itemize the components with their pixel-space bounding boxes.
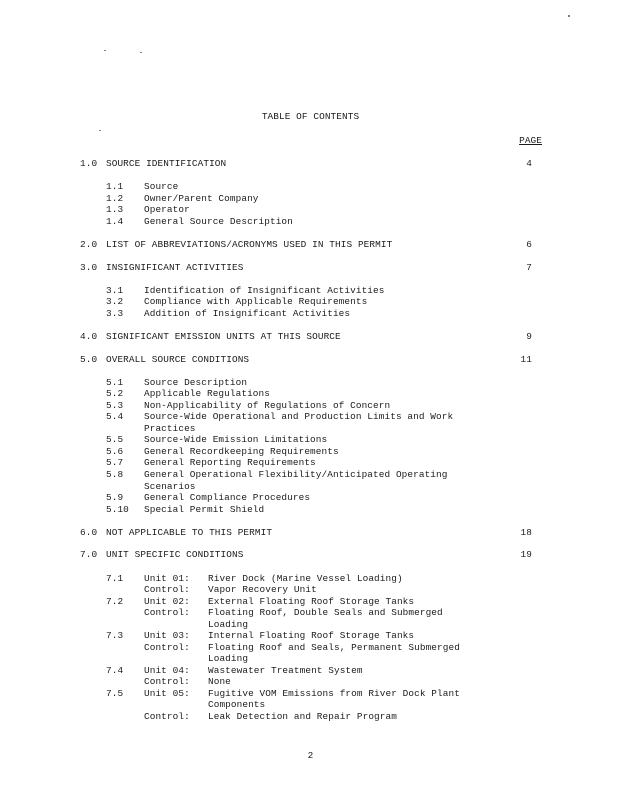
subsection-title: Source-Wide Emission Limitations: [144, 434, 328, 445]
section-page: 7: [526, 262, 532, 273]
section-number: 3.0: [80, 262, 98, 273]
toc-title: TABLE OF CONTENTS: [261, 111, 360, 122]
subsection-number: 1.3: [106, 204, 124, 215]
subsection-title: Owner/Parent Company: [144, 193, 259, 204]
scan-speck: [99, 130, 101, 131]
section-page: 4: [526, 158, 532, 169]
section-title: NOT APPLICABLE TO THIS PERMIT: [106, 527, 273, 538]
section-title: OVERALL SOURCE CONDITIONS: [106, 354, 250, 365]
section-number: 6.0: [80, 527, 98, 538]
subsection-title: Operator: [144, 204, 190, 215]
unit-description: River Dock (Marine Vessel Loading): [208, 573, 403, 584]
subsection-number: 5.3: [106, 400, 124, 411]
control-description: None: [208, 676, 231, 687]
subsection-title: General Source Description: [144, 216, 293, 227]
subsection-number: 5.6: [106, 446, 124, 457]
control-description: Vapor Recovery Unit: [208, 584, 317, 595]
control-description-continued: Loading: [208, 619, 249, 630]
control-label: Control:: [144, 584, 190, 595]
subsection-number: 5.9: [106, 492, 124, 503]
page-column-header: PAGE: [519, 135, 542, 146]
subsection-title-continued: Practices: [144, 423, 196, 434]
unit-label: Unit 03:: [144, 630, 190, 641]
subsection-number: 5.1: [106, 377, 124, 388]
section-page: 19: [520, 549, 532, 560]
scan-speck: [104, 50, 106, 51]
subsection-number: 3.2: [106, 296, 124, 307]
subsection-title: General Reporting Requirements: [144, 457, 316, 468]
subsection-title: Addition of Insignificant Activities: [144, 308, 351, 319]
section-page: 18: [520, 527, 532, 538]
scan-speck: [568, 15, 570, 17]
section-page: 11: [520, 354, 532, 365]
unit-description: Internal Floating Roof Storage Tanks: [208, 630, 415, 641]
control-label: Control:: [144, 642, 190, 653]
control-description: Floating Roof and Seals, Permanent Submerged: [208, 642, 460, 653]
subsection-number: 5.4: [106, 411, 124, 422]
control-description: Floating Roof, Double Seals and Submerged: [208, 607, 443, 618]
subsection-title: Special Permit Shield: [144, 504, 265, 515]
control-label: Control:: [144, 607, 190, 618]
unit-label: Unit 01:: [144, 573, 190, 584]
control-description-continued: Loading: [208, 653, 249, 664]
unit-number: 7.4: [106, 665, 124, 676]
subsection-title: General Compliance Procedures: [144, 492, 311, 503]
subsection-title: Source-Wide Operational and Production Limits and Work: [144, 411, 454, 422]
unit-label: Unit 05:: [144, 688, 190, 699]
unit-description-continued: Components: [208, 699, 266, 710]
unit-description: External Floating Roof Storage Tanks: [208, 596, 415, 607]
subsection-title: Source Description: [144, 377, 248, 388]
unit-description: Wastewater Treatment System: [208, 665, 363, 676]
subsection-title: Source: [144, 181, 179, 192]
subsection-number: 5.7: [106, 457, 124, 468]
subsection-title: General Operational Flexibility/Anticipated Operating: [144, 469, 448, 480]
subsection-number: 3.1: [106, 285, 124, 296]
section-title: SOURCE IDENTIFICATION: [106, 158, 227, 169]
unit-label: Unit 02:: [144, 596, 190, 607]
section-title: LIST OF ABBREVIATIONS/ACRONYMS USED IN THIS PERMIT: [106, 239, 393, 250]
subsection-number: 1.1: [106, 181, 124, 192]
subsection-number: 1.2: [106, 193, 124, 204]
section-number: 4.0: [80, 331, 98, 342]
section-number: 5.0: [80, 354, 98, 365]
section-number: 1.0: [80, 158, 98, 169]
subsection-title: Applicable Regulations: [144, 388, 270, 399]
page-number: 2: [307, 750, 314, 761]
subsection-title: Identification of Insignificant Activities: [144, 285, 385, 296]
scan-speck: [140, 52, 142, 53]
control-label: Control:: [144, 711, 190, 722]
unit-number: 7.2: [106, 596, 124, 607]
subsection-number: 5.5: [106, 434, 124, 445]
subsection-title: General Recordkeeping Requirements: [144, 446, 339, 457]
unit-number: 7.3: [106, 630, 124, 641]
subsection-title: Non-Applicability of Regulations of Concern: [144, 400, 391, 411]
subsection-title: Compliance with Applicable Requirements: [144, 296, 368, 307]
unit-number: 7.1: [106, 573, 124, 584]
subsection-number: 1.4: [106, 216, 124, 227]
control-description: Leak Detection and Repair Program: [208, 711, 397, 722]
section-page: 9: [526, 331, 532, 342]
unit-description: Fugitive VOM Emissions from River Dock Plant: [208, 688, 460, 699]
subsection-title-continued: Scenarios: [144, 481, 196, 492]
section-number: 2.0: [80, 239, 98, 250]
subsection-number: 5.10: [106, 504, 129, 515]
control-label: Control:: [144, 676, 190, 687]
subsection-number: 3.3: [106, 308, 124, 319]
section-title: INSIGNIFICANT ACTIVITIES: [106, 262, 244, 273]
section-title: UNIT SPECIFIC CONDITIONS: [106, 549, 244, 560]
unit-label: Unit 04:: [144, 665, 190, 676]
unit-number: 7.5: [106, 688, 124, 699]
subsection-number: 5.8: [106, 469, 124, 480]
subsection-number: 5.2: [106, 388, 124, 399]
section-number: 7.0: [80, 549, 98, 560]
section-page: 6: [526, 239, 532, 250]
section-title: SIGNIFICANT EMISSION UNITS AT THIS SOURCE: [106, 331, 341, 342]
